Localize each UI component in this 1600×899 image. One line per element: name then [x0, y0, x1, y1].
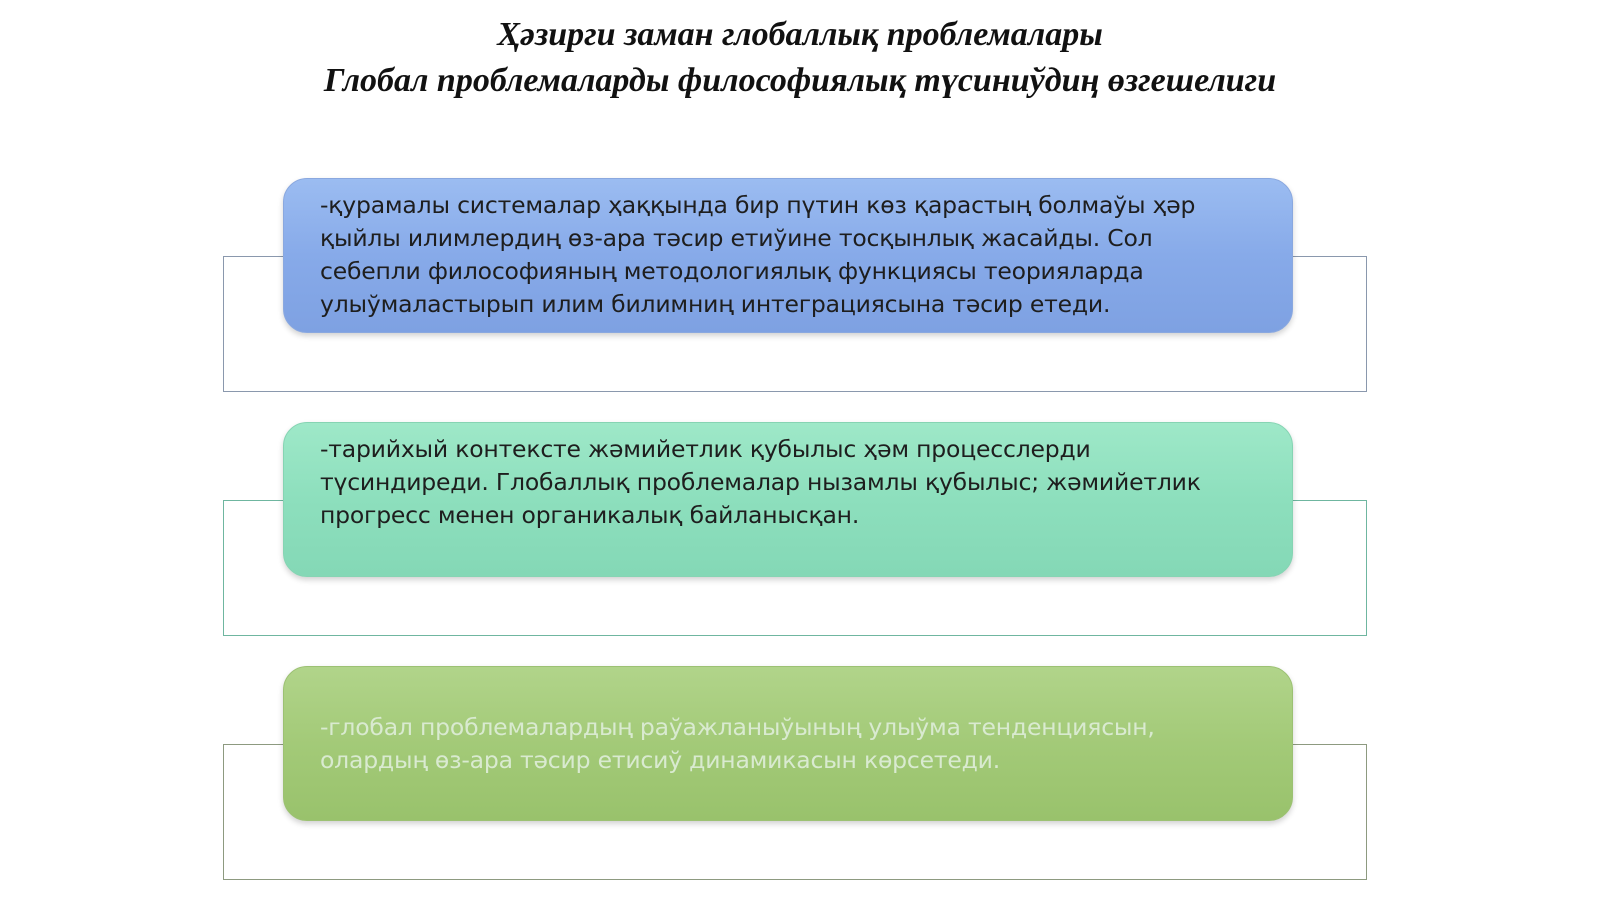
card-1-text: -қурамалы системалар ҳаққында бир пүтин көз қарастың болмаўы ҳәр қыйлы илимлердиң өз-ара тәсир етиўине тосқынлық жасайды. Сол себепли философияның методологиялық функциясы теорияларда улыўмаластырып илим билимниң интеграциясына тәсир етеди.	[320, 191, 1196, 318]
content-card-3	[283, 666, 1293, 821]
content-card-1	[283, 178, 1293, 333]
card-3-text: -глобал проблемалардың раўажланыўының улыўма тенденциясын, олардың өз-ара тәсир етисиў динамикасын көрсетеди.	[320, 713, 1155, 774]
slide-title	[0, 12, 1600, 104]
title-line-1: Ҳәзирги заман глобаллық проблемалары	[497, 16, 1103, 53]
content-card-2	[283, 422, 1293, 577]
card-2-text: -тарийхый контексте жәмийетлик қубылыс ҳәм процесслерди түсиндиреди. Глобаллық проблемалар нызамлы қубылыс; жәмийетлик прогресс менен органикалық байланысқан.	[320, 435, 1201, 529]
title-line-2: Глобал проблемаларды философиялық түсиниўдиң өзгешелиги	[323, 62, 1277, 99]
